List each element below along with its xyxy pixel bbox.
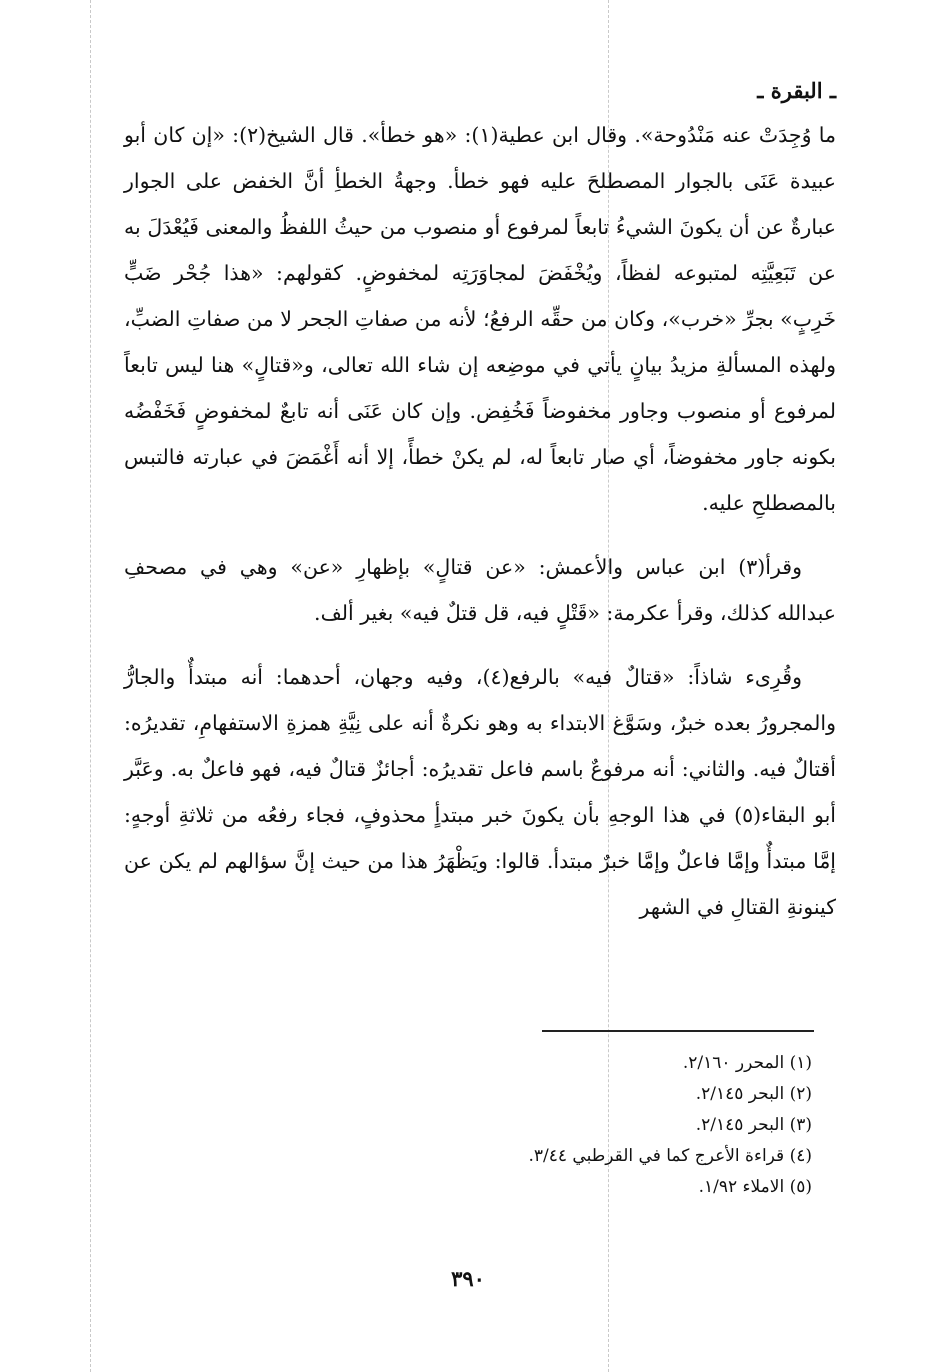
scan-fold-line — [90, 0, 91, 1372]
footnote: (٥) الاملاء ١/٩٢. — [698, 1177, 812, 1197]
paragraph: ما وُجِدَتْ عنه مَنْدُوحة». وقال ابن عطية(١): «هو خطأ». قال الشيخ(٢): «إن كان أبو عبيدة عَنَى بالجوار المصطلحَ عليه فهو خطأ. وجهةُ الخطأِ أنَّ الخفض على الجوار عبارةٌ عن أن يكونَ الشيءُ تابعاً لمرفوع أو منصوب من حيثُ اللفظُ والمعنى فَيُعْدَلَ به عن تَبَعِيَّتِه لمتبوعه لفظاً، ويُخْفَضَ لمجاوَرَتِه لمخفوضٍ. كقولهم: «هذا جُحْر ضَبٍّ خَرِبٍ» بجرِّ «خرب»، وكان من حقِّه الرفعُ؛ لأنه من صفاتِ الجحر لا من صفاتِ الضبِّ، ولهذه المسألةِ مزيدُ بيانٍ يأتي في موضِعه إن شاء الله تعالى، و«قتالٍ» هنا ليس تابعاً لمرفوع أو منصوب وجاور مخفوضاً فَخُفِض. وإن كان عَنَى أنه تابعٌ لمخفوضٍ فَخَفْضُه بكونه جاور مخفوضاً، أي صار تابعاً له، لم يكنْ خطأً، إلا أنه أَغْمَضَ في عبارته فالتبس بالمصطلحِ عليه. — [124, 123, 836, 515]
paragraph: وقرأ(٣) ابن عباس والأعمش: «عن قتالٍ» بإظهارِ «عن» وهي في مصحفِ عبدالله كذلك، وقرأ عكرمة: «قَتْلٍ فيه، قل قتلٌ فيه» بغير ألف. — [124, 555, 836, 625]
running-head: ـ البقرة ـ — [757, 78, 836, 103]
footnote: (١) المحرر ٢/١٦٠. — [682, 1053, 812, 1073]
footnote: (٣) البحر ٢/١٤٥. — [695, 1115, 812, 1135]
footnote: (٢) البحر ٢/١٤٥. — [695, 1084, 812, 1104]
footnote-divider — [542, 1030, 814, 1032]
paragraph: وقُرِىء شاذاً: «قتالٌ فيه» بالرفع(٤)، وفيه وجهان، أحدهما: أنه مبتدأٌ والجارُّ والمجرورُ بعده خبرٌ، وسَوَّغ الابتداء به وهو نكرةٌ أنه على نِيَّةِ همزةِ الاستفهامِ، تقديرُه: أقتالٌ فيه. والثاني: أنه مرفوعٌ باسم فاعل تقديرُه: أجائزٌ قتالٌ فيه، فهو فاعلٌ به. وعَبَّر أبو البقاء(٥) في هذا الوجهِ بأن يكونَ خبر مبتدأٍ محذوفٍ، فجاء رفعُه من ثلاثةِ أوجهٍ: إمَّا مبتدأٌ وإمَّا فاعلٌ وإمَّا خبرٌ مبتدأ. قالوا: ويَظْهَرُ هذا من حيث إنَّ سؤالهم لم يكن عن كينونةِ القتالِ في الشهر — [124, 665, 836, 919]
footnotes-list — [112, 1048, 812, 1203]
page-number: ٣٩٠ — [451, 1266, 485, 1291]
main-text — [124, 112, 836, 930]
footnote: (٤) قراءة الأعرج كما في القرطبي ٣/٤٤. — [528, 1146, 812, 1166]
